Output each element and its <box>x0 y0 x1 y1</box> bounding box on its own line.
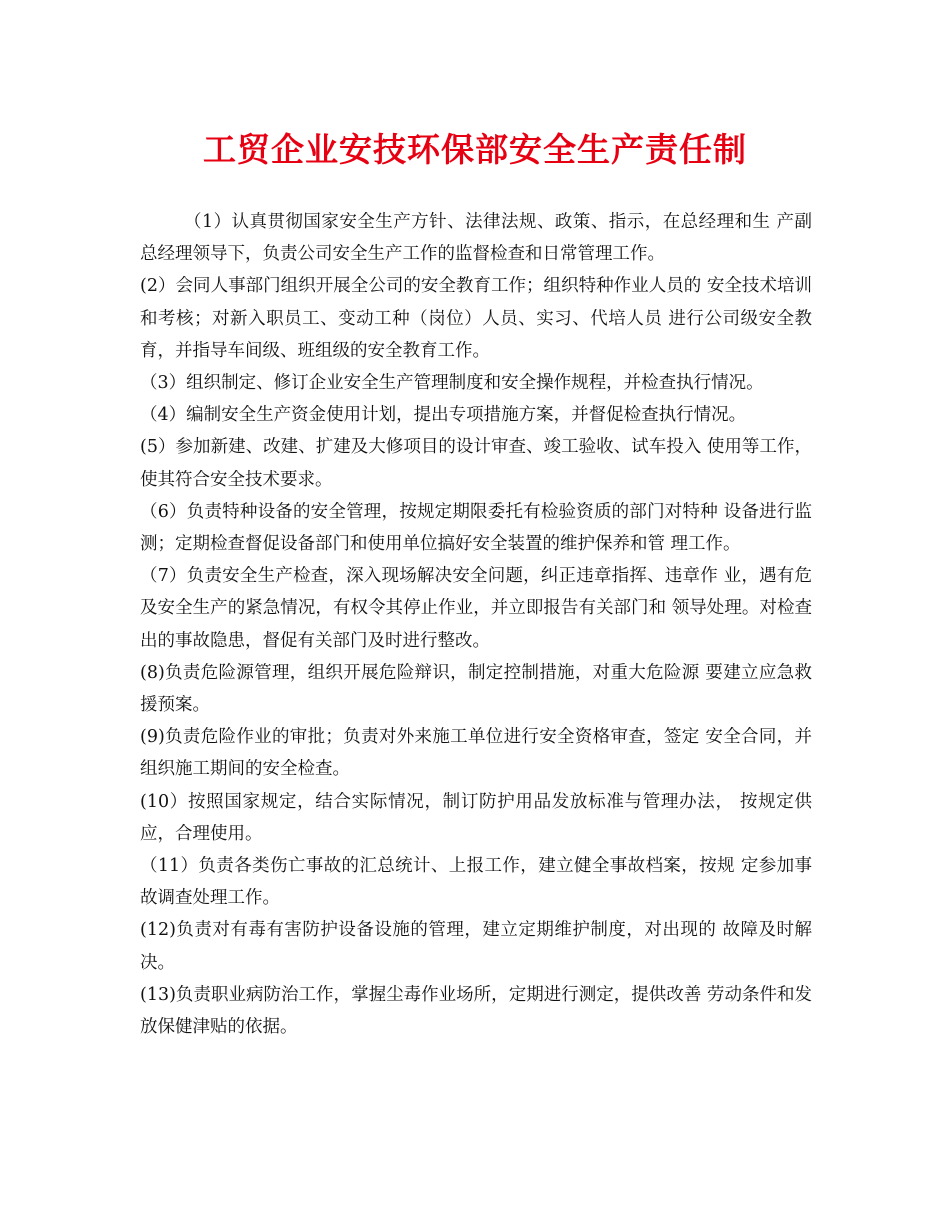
paragraph-2: (2）会同人事部门组织开展全公司的安全教育工作；组织特种作业人员的 安全技术培训和考核；对新入职员工、变动工种（岗位）人员、实习、代培人员 进行公司级安全教育，并指导车间级、班组级的安全教育工作。 <box>140 276 812 361</box>
paragraph-13: (13)负责职业病防治工作，掌握尘毒作业场所，定期进行测定，提供改善 劳动条件和发放保健津贴的依据。 <box>140 984 812 1038</box>
paragraph-1: （1）认真贯彻国家安全生产方针、法律法规、政策、指示，在总经理和生 产副总经理领导下，负责公司安全生产工作的监督检查和日常管理工作。 <box>140 212 812 265</box>
paragraph-11: （11）负责各类伤亡事故的汇总统计、上报工作，建立健全事故档案，按规 定参加事故调查处理工作。 <box>140 856 812 909</box>
paragraph-6: （6）负责特种设备的安全管理，按规定期限委托有检验资质的部门对特种 设备进行监测；定期检查督促设备部门和使用单位搞好安全装置的维护保养和管 理工作。 <box>140 501 812 555</box>
document-body <box>140 206 812 1043</box>
paragraph-8: (8)负责危险源管理，组织开展危险辩识，制定控制措施，对重大危险源 要建立应急救援预案。 <box>140 662 812 716</box>
document-title: 工贸企业安技环保部安全生产责任制 <box>203 130 747 169</box>
paragraph-12: (12)负责对有毒有害防护设备设施的管理，建立定期维护制度，对出现的 故障及时解决。 <box>140 920 812 973</box>
paragraph-4: （4）编制安全生产资金使用计划，提出专项措施方案，并督促检查执行情况。 <box>140 405 747 426</box>
paragraph-9: (9)负责危险作业的审批；负责对外来施工单位进行安全资格审查，签定 安全合同，并组织施工期间的安全检查。 <box>140 727 812 780</box>
paragraph-3: （3）组织制定、修订企业安全生产管理制度和安全操作规程，并检查执行情况。 <box>140 373 764 394</box>
paragraph-7: （7）负责安全生产检查，深入现场解决安全问题，纠正违章指挥、违章作 业，遇有危及安全生产的紧急情况，有权令其停止作业，并立即报告有关部门和 领导处理。对检查出的事故隐患，督促有关部门及时进行整改。 <box>140 566 812 651</box>
paragraph-10: (10）按照国家规定，结合实际情况，制订防护用品发放标准与管理办法， 按规定供应，合理使用。 <box>140 791 812 844</box>
paragraph-5: (5）参加新建、改建、扩建及大修项目的设计审查、竣工验收、试车投入 使用等工作，使其符合安全技术要求。 <box>140 437 812 490</box>
